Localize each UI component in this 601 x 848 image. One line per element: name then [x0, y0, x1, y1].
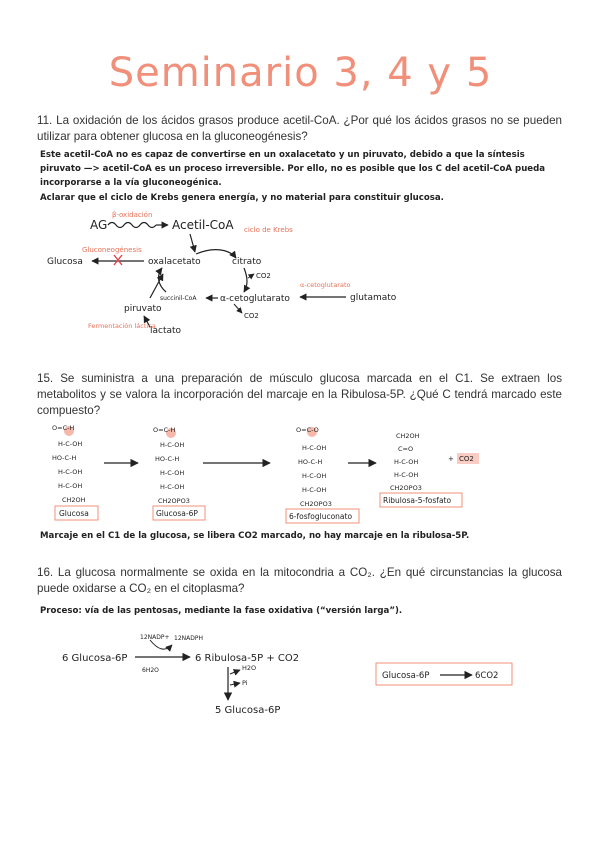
gluconeogenesis-label: Gluconeogénesis [82, 246, 142, 254]
page-title: Seminario 3, 4 y 5 [108, 50, 493, 96]
svg-text:HO-C-H: HO-C-H [298, 458, 323, 466]
svg-text:CH2OPO3: CH2OPO3 [158, 497, 190, 505]
answer-11-text: Este acetil-CoA no es capaz de convertirse en un oxalacetato y un piruvato, debido a que la síntesis piruvato —> acetil-CoA es un proceso irreversible. Por ello, no es posible que los C del acetil-CoA pueda incorporarse a la vía gluconeogénica. [40, 150, 546, 188]
alpha-ketoglutarate-label: α-cetoglutarato [220, 294, 290, 304]
beta-oxidation-label: β-oxidación [112, 211, 153, 219]
box-6pg: 6-fosfogluconato [289, 512, 353, 521]
svg-text:H-C-OH: H-C-OH [302, 486, 327, 494]
glutamate-label: glutamato [350, 293, 397, 303]
question-11: 11. La oxidación de los ácidos grasos produce acetil-CoA. ¿Por qué los ácidos grasos no se pueden utilizar para obtener glucosa en la gluconeogénesis? [37, 114, 562, 143]
svg-text:H-C-OH: H-C-OH [160, 469, 185, 477]
svg-text:O=C-H: O=C-H [52, 424, 75, 432]
equation-right: 6 Ribulosa-5P + CO2 [195, 653, 300, 664]
svg-text:H-C-OH: H-C-OH [58, 482, 83, 490]
summary-left: Glucosa-6P [382, 671, 430, 681]
lactate-label: lactato [150, 326, 182, 336]
water-down-label: H2O [242, 664, 257, 672]
oxaloacetate-label: oxalacetato [148, 257, 201, 267]
succinyl-coa-label: succinil-CoA [160, 295, 197, 302]
answer-15: Marcaje en el C1 de la glucosa, se libera CO2 marcado, no hay marcaje en la ribulosa-5P. [40, 531, 470, 541]
box-glucose: Glucosa [59, 509, 89, 518]
box-g6p: Glucosa-6P [156, 509, 198, 518]
citrate-label: citrato [232, 257, 262, 267]
svg-text:H-C-OH: H-C-OH [58, 440, 83, 448]
answer-11-note: Aclarar que el ciclo de Krebs genera energía, y no material para constituir glucosa. [40, 193, 444, 203]
pi-label: Pi [242, 679, 248, 687]
equation-left: 6 Glucosa-6P [62, 653, 128, 664]
svg-text:HO-C-H: HO-C-H [52, 454, 77, 462]
svg-text:O=C-H: O=C-H [153, 426, 176, 434]
acetyl-coa-label: Acetil-CoA [172, 218, 234, 232]
box-ribulose-5p: Ribulosa-5-fosfato [383, 496, 452, 505]
svg-text:HO-C-H: HO-C-H [155, 455, 180, 463]
lactic-fermentation-label: Fermentación láctica [88, 322, 156, 330]
svg-text:H-C-OH: H-C-OH [160, 441, 185, 449]
krebs-cycle-label: ciclo de Krebs [244, 226, 293, 234]
co2-a-label: CO2 [256, 272, 271, 280]
svg-text:H-C-OH: H-C-OH [58, 468, 83, 476]
co2-marked-label: CO2 [459, 455, 474, 463]
svg-text:+: + [448, 455, 454, 463]
svg-text:H-C-OH: H-C-OH [302, 472, 327, 480]
summary-right: 6CO2 [475, 671, 499, 681]
svg-text:H-C-OH: H-C-OH [160, 483, 185, 491]
pyruvate-label: piruvato [124, 304, 162, 314]
question-15: 15. Se suministra a una preparación de músculo glucosa marcada en el C1. Se extraen los metabolitos y se valora la incorporación del marcaje en la Ribulosa-5P. ¿Qué C tendrá marcado este compuesto? [37, 372, 562, 417]
water-top-label: 6H2O [142, 667, 159, 674]
question-16: 16. La glucosa normalmente se oxida en la mitocondria a CO₂. ¿En qué circunstancias la glucosa puede oxidarse a CO₂ en el citoplasma? [37, 566, 562, 595]
glucose-label: Glucosa [47, 257, 83, 267]
svg-text:O=C-O: O=C-O [296, 426, 319, 434]
svg-text:CH2OH: CH2OH [62, 496, 86, 504]
nadph-label: 12NADPH [174, 635, 203, 642]
svg-text:CH2OH: CH2OH [396, 432, 420, 440]
transamination-label: α-cetoglutarato [300, 281, 351, 289]
svg-text:H-C-OH: H-C-OH [394, 471, 419, 479]
answer-16: Proceso: vía de las pentosas, mediante la fase oxidativa (“versión larga”). [40, 606, 403, 616]
svg-text:H-C-OH: H-C-OH [302, 444, 327, 452]
svg-text:CH2OPO3: CH2OPO3 [390, 484, 422, 492]
svg-text:H-C-OH: H-C-OH [394, 458, 419, 466]
ag-label: AG [90, 218, 108, 232]
nadp-label: 12NADP+ [140, 634, 170, 641]
co2-b-label: CO2 [244, 312, 259, 320]
svg-text:CH2OPO3: CH2OPO3 [300, 500, 332, 508]
svg-text:C=O: C=O [398, 445, 414, 453]
equation-bottom: 5 Glucosa-6P [215, 705, 281, 716]
